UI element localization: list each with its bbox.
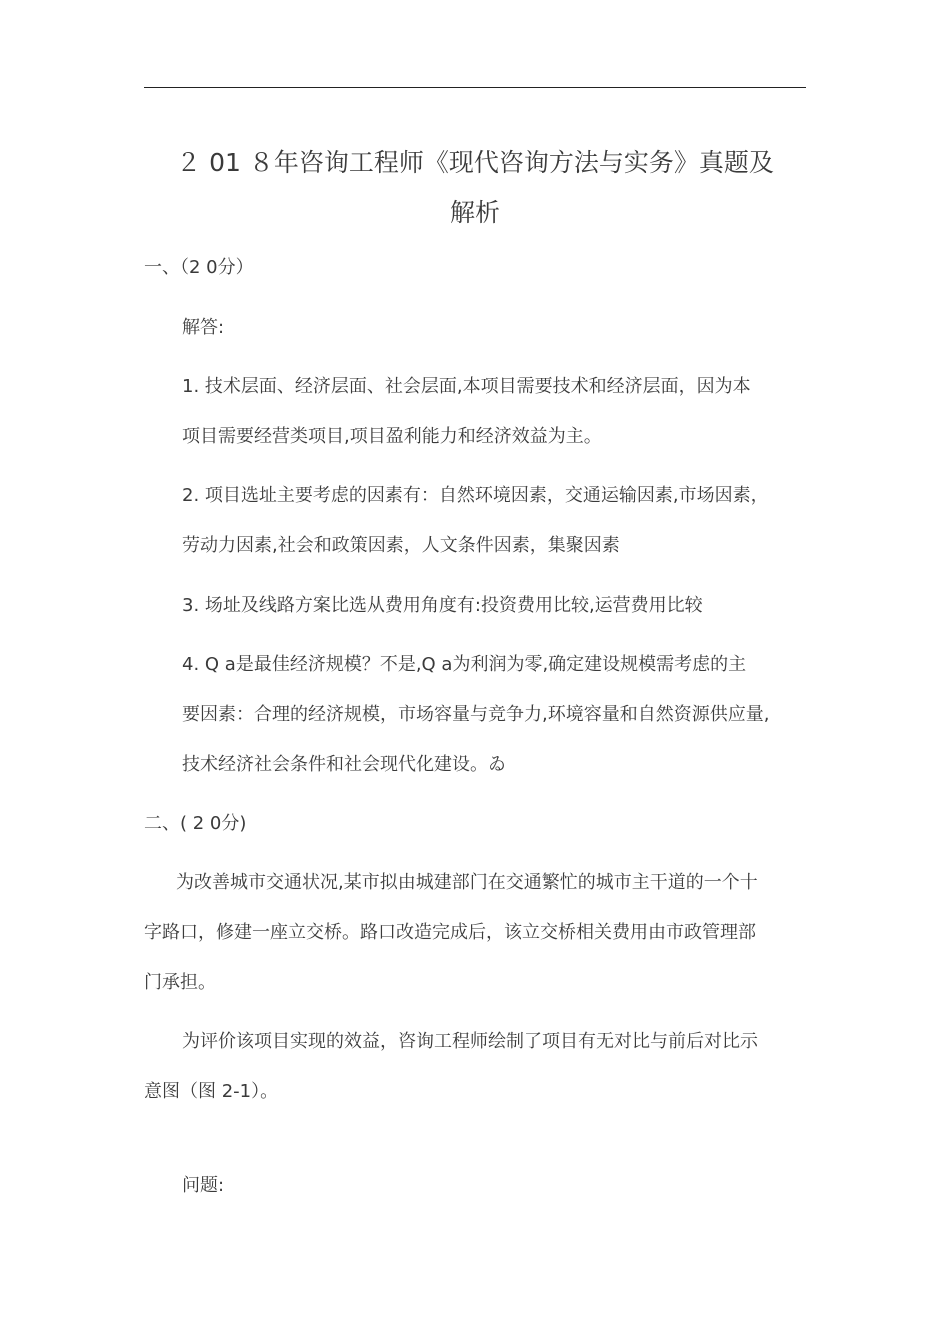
section1-item2-line1: 2. 项目选址主要考虑的因素有：自然环境因素，交通运输因素,市场因素， xyxy=(182,485,769,506)
section2-heading: 二、( 2 0分) xyxy=(144,813,247,834)
section1-item1-line1: 1. 技术层面、经济层面、社会层面,本项目需要技术和经济层面，因为本 xyxy=(182,376,751,397)
section2-para1-line1: 为改善城市交通状况,某市拟由城建部门在交通繁忙的城市主干道的一个十 xyxy=(176,872,758,893)
title-line-2: 解析 xyxy=(449,198,500,227)
section2-para2-line2: 意图（图 2-1）。 xyxy=(144,1081,279,1102)
section1-item1-line2: 项目需要经营类项目,项目盈利能力和经济效益为主。 xyxy=(182,426,602,447)
section2-para1-line2: 字路口，修建一座立交桥。路口改造完成后，该立交桥相关费用由市政管理部 xyxy=(144,922,756,943)
section2-para1-line3: 门承担。 xyxy=(144,972,216,993)
section1-item4-line1: 4. Q a是最佳经济规模？不是,Q a为利润为零,确定建设规模需考虑的主 xyxy=(182,654,747,675)
section2-question-label: 问题: xyxy=(182,1175,225,1196)
section1-item4-line3: 技术经济社会条件和社会现代化建设。ゐ xyxy=(182,754,506,775)
section1-item4-line2: 要因素：合理的经济规模，市场容量与竞争力,环境容量和自然资源供应量, xyxy=(182,704,770,725)
document-title xyxy=(144,138,806,238)
title-line-1: ２ 01 ８年咨询工程师《现代咨询方法与实务》真题及 xyxy=(176,148,774,177)
section1-heading: 一、（2 0分） xyxy=(144,257,254,278)
section2-para2-line1: 为评价该项目实现的效益，咨询工程师绘制了项目有无对比与前后对比示 xyxy=(182,1031,758,1052)
section1-answer-label: 解答: xyxy=(182,317,225,338)
section1-item2-line2: 劳动力因素,社会和政策因素，人文条件因素，集聚因素 xyxy=(182,535,620,556)
header-rule xyxy=(144,87,806,88)
section1-item3-line1: 3. 场址及线路方案比选从费用角度有:投资费用比较,运营费用比较 xyxy=(182,595,703,616)
